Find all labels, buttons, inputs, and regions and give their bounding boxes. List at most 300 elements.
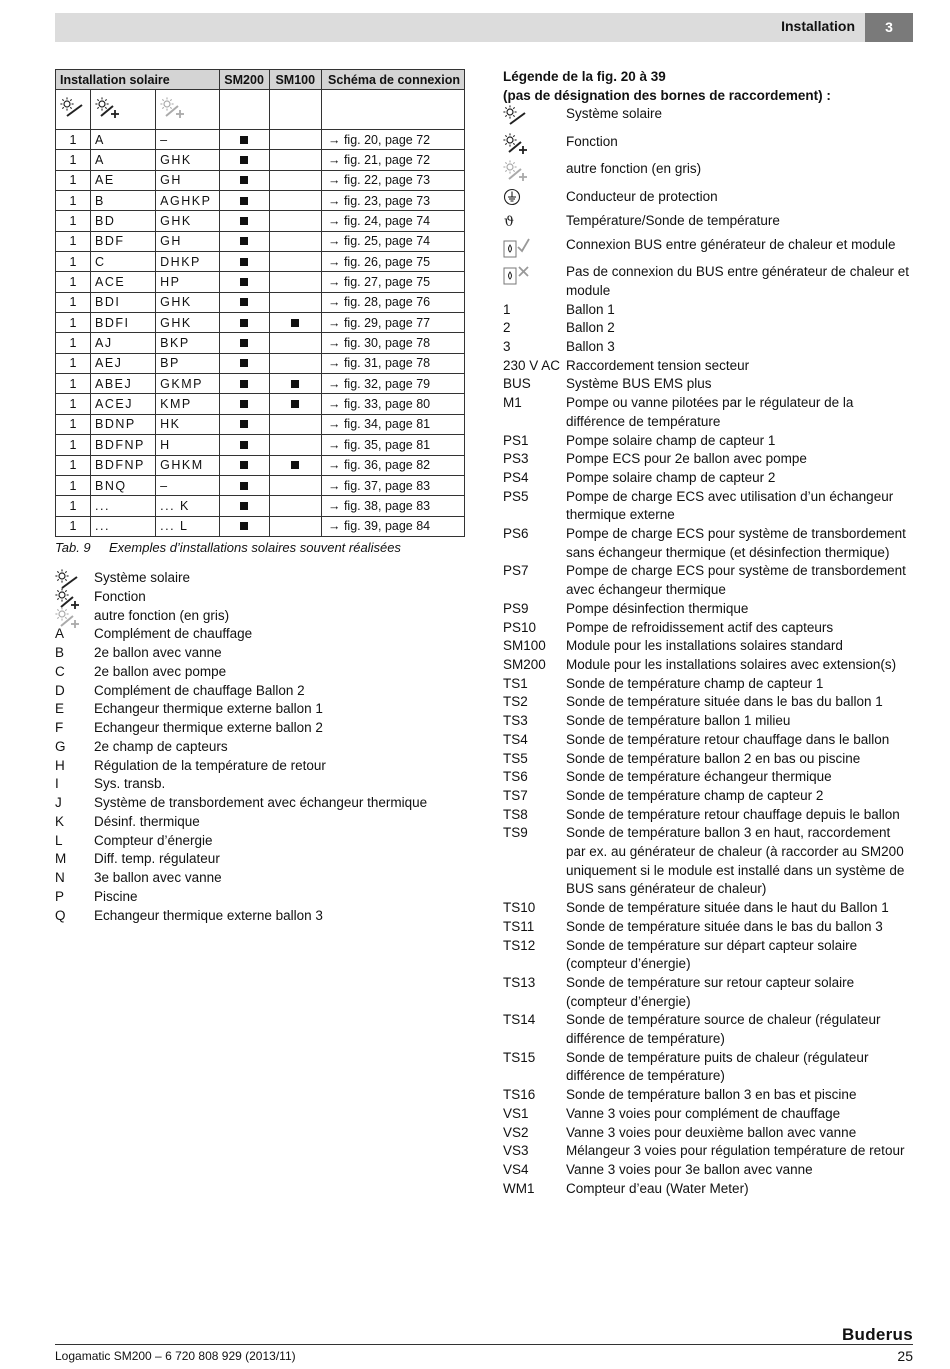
cell-solar-count: 1	[56, 455, 91, 475]
legend-key: M1	[503, 395, 522, 411]
legend-description: Sys. transb.	[94, 776, 166, 792]
figure-legend	[503, 68, 913, 1198]
table-row	[56, 435, 465, 455]
legend-description: Sonde de température située dans le haut du Ballon 1	[566, 900, 889, 916]
legend-description: Complément de chauffage	[94, 626, 253, 642]
legend-description: Pas de connexion du BUS entre générateur de chaleur et module	[566, 264, 909, 298]
legend-item	[55, 663, 475, 682]
legend-key: TS13	[503, 974, 536, 990]
legend-key: J	[55, 795, 62, 810]
cell-sm100	[269, 292, 321, 312]
legend-item	[503, 562, 913, 599]
cell-figure-ref: → fig. 39, page 84	[321, 516, 464, 536]
legend-key: TS7	[503, 787, 528, 803]
legend-description: Module pour les installations solaires standard	[566, 638, 843, 654]
cell-figure-ref: → fig. 20, page 72	[321, 130, 464, 150]
header-sm100: SM100	[269, 70, 321, 90]
solar-system-icon	[503, 105, 566, 133]
legend-description: Pompe ECS pour 2e ballon avec pompe	[566, 451, 807, 467]
legend-item	[55, 757, 475, 776]
filled-square-icon	[240, 176, 248, 184]
cell-sm200	[219, 191, 269, 211]
figure-legend-title: Légende de la fig. 20 à 39	[503, 69, 666, 84]
legend-key: VS2	[503, 1124, 529, 1140]
col-icon-function-grey	[156, 90, 220, 130]
filled-square-icon	[240, 258, 248, 266]
legend-description: Température/Sonde de température	[566, 212, 780, 228]
legend-item	[503, 1142, 913, 1161]
legend-description: Fonction	[94, 588, 146, 604]
cell-sm100	[269, 313, 321, 333]
table-row	[56, 150, 465, 170]
legend-description: Fonction	[566, 133, 618, 149]
legend-item	[55, 682, 475, 701]
legend-item	[55, 869, 475, 888]
cell-other-functions: –	[156, 475, 220, 495]
cell-other-functions: HP	[156, 272, 220, 292]
legend-description: Désinf. thermique	[94, 813, 200, 829]
filled-square-icon	[240, 380, 248, 388]
legend-item	[503, 301, 913, 320]
cell-sm200	[219, 394, 269, 414]
cell-figure-ref: → fig. 36, page 82	[321, 455, 464, 475]
cell-other-functions: H	[156, 435, 220, 455]
legend-item	[503, 750, 913, 769]
cell-sm200	[219, 496, 269, 516]
cell-solar-count: 1	[56, 333, 91, 353]
legend-item	[503, 133, 913, 161]
table-row	[56, 496, 465, 516]
cell-other-functions: HK	[156, 414, 220, 434]
legend-item	[503, 1180, 913, 1199]
legend-description: Sonde de température source de chaleur (régulateur différence de température)	[566, 1012, 881, 1047]
figure-legend-list	[503, 105, 913, 1198]
cell-figure-ref: → fig. 34, page 81	[321, 414, 464, 434]
legend-key: F	[55, 720, 64, 735]
cell-other-functions: GHK	[156, 292, 220, 312]
table-row	[56, 191, 465, 211]
cell-sm200	[219, 435, 269, 455]
legend-item	[55, 738, 475, 757]
cell-functions: B	[91, 191, 156, 211]
table-row	[56, 231, 465, 251]
cell-sm200	[219, 414, 269, 434]
cell-other-functions: GH	[156, 170, 220, 190]
legend-description: 2e ballon avec vanne	[94, 645, 222, 660]
other-function-icon	[503, 160, 566, 188]
cell-solar-count: 1	[56, 475, 91, 495]
table-row	[56, 272, 465, 292]
table-row	[56, 516, 465, 536]
legend-key: VS4	[503, 1161, 529, 1177]
legend-key: PS1	[503, 432, 529, 448]
legend-item	[55, 700, 475, 719]
cell-functions: BDFI	[91, 313, 156, 333]
cell-other-functions: GHK	[156, 211, 220, 231]
legend-description: Sonde de température ballon 3 en bas et piscine	[566, 1087, 857, 1103]
legend-description: Régulation de la température de retour	[94, 757, 326, 773]
legend-item	[503, 787, 913, 806]
function-icon	[503, 133, 566, 161]
svg-text:ϑ: ϑ	[504, 213, 515, 230]
cell-functions: ACE	[91, 272, 156, 292]
legend-item	[55, 850, 475, 869]
filled-square-icon	[240, 197, 248, 205]
table-row	[56, 455, 465, 475]
cell-sm100	[269, 414, 321, 434]
cell-figure-ref: → fig. 37, page 83	[321, 475, 464, 495]
legend-description: Sonde de température champ de capteur 1	[566, 675, 824, 691]
table-row	[56, 313, 465, 333]
filled-square-icon	[291, 461, 299, 469]
header-installation: Installation solaire	[56, 70, 220, 90]
cell-solar-count: 1	[56, 150, 91, 170]
legend-description: Sonde de température sur retour capteur solaire (compteur d’énergie)	[566, 974, 855, 1009]
legend-description: Pompe solaire champ de capteur 1	[566, 432, 776, 448]
legend-key: M	[55, 851, 67, 867]
legend-key: I	[55, 776, 59, 792]
other-function-icon	[160, 97, 186, 122]
cell-sm100	[269, 475, 321, 495]
legend-description: Vanne 3 voies pour 3e ballon avec vanne	[566, 1161, 813, 1177]
legend-key: SM100	[503, 638, 546, 654]
page-number: 25	[897, 1348, 913, 1364]
table-icon-row	[56, 90, 465, 130]
filled-square-icon	[240, 420, 248, 428]
legend-key: P	[55, 888, 65, 904]
legend-item	[503, 488, 913, 525]
cell-other-functions: BKP	[156, 333, 220, 353]
cell-functions: BDNP	[91, 414, 156, 434]
legend-key: TS9	[503, 825, 528, 841]
legend-description: Module pour les installations solaires avec extension(s)	[566, 656, 897, 672]
cell-other-functions: ... K	[156, 496, 220, 516]
col-icon-function	[91, 90, 156, 130]
legend-description: Echangeur thermique externe ballon 2	[94, 720, 323, 735]
legend-key: BUS	[503, 376, 531, 392]
legend-item	[55, 588, 475, 607]
legend-description: autre fonction (en gris)	[566, 161, 702, 177]
legend-description: Sonde de température puits de chaleur (régulateur différence de température)	[566, 1049, 869, 1084]
legend-description: Vanne 3 voies pour deuxième ballon avec vanne	[566, 1124, 857, 1140]
footer-divider	[55, 1344, 913, 1345]
legend-description: Système solaire	[94, 570, 191, 585]
cell-functions: BD	[91, 211, 156, 231]
cell-sm100	[269, 496, 321, 516]
legend-description: Conducteur de protection	[566, 189, 718, 205]
legend-item	[503, 338, 913, 357]
legend-item	[503, 1049, 913, 1086]
cell-sm200	[219, 333, 269, 353]
filled-square-icon	[240, 400, 248, 408]
filled-square-icon	[240, 217, 248, 225]
temperature-sensor-icon	[503, 212, 566, 236]
legend-key: E	[55, 701, 65, 717]
legend-item	[503, 619, 913, 638]
legend-key: 3	[503, 339, 511, 355]
table-row	[56, 394, 465, 414]
legend-key: PS10	[503, 619, 537, 635]
legend-key: 230 V AC	[503, 357, 561, 373]
filled-square-icon	[240, 339, 248, 347]
cell-solar-count: 1	[56, 374, 91, 394]
cell-sm100	[269, 353, 321, 373]
legend-item	[503, 450, 913, 469]
cell-functions: ACEJ	[91, 394, 156, 414]
cell-sm200	[219, 170, 269, 190]
cell-figure-ref: → fig. 27, page 75	[321, 272, 464, 292]
cell-figure-ref: → fig. 35, page 81	[321, 435, 464, 455]
table-row	[56, 353, 465, 373]
cell-other-functions: AGHKP	[156, 191, 220, 211]
legend-description: Compteur d’énergie	[94, 832, 213, 848]
legend-description: Pompe de refroidissement actif des capteurs	[566, 619, 834, 635]
cell-functions: C	[91, 252, 156, 272]
cell-figure-ref: → fig. 23, page 73	[321, 191, 464, 211]
header-schema: Schéma de connexion	[321, 70, 464, 90]
table-row	[56, 374, 465, 394]
legend-key: G	[55, 738, 66, 754]
legend-key: TS15	[503, 1049, 536, 1065]
cell-solar-count: 1	[56, 353, 91, 373]
legend-key: TS10	[503, 900, 536, 916]
legend-description: Ballon 3	[566, 339, 615, 355]
cell-figure-ref: → fig. 31, page 78	[321, 353, 464, 373]
legend-key: VS1	[503, 1105, 529, 1121]
filled-square-icon	[240, 359, 248, 367]
cell-sm100	[269, 170, 321, 190]
filled-square-icon	[240, 298, 248, 306]
filled-square-icon	[240, 441, 248, 449]
legend-item	[55, 644, 475, 663]
table-caption-number: Tab. 9	[55, 540, 91, 555]
legend-item	[55, 569, 475, 588]
filled-square-icon	[240, 482, 248, 490]
legend-description: autre fonction (en gris)	[94, 607, 230, 623]
cell-sm200	[219, 374, 269, 394]
cell-figure-ref: → fig. 33, page 80	[321, 394, 464, 414]
cell-functions: BDI	[91, 292, 156, 312]
cell-functions: AE	[91, 170, 156, 190]
cell-other-functions: –	[156, 130, 220, 150]
cell-sm200	[219, 516, 269, 536]
legend-item	[503, 937, 913, 974]
legend-item	[503, 712, 913, 731]
legend-item	[503, 212, 913, 236]
legend-description: Sonde de température retour chauffage dans le ballon	[566, 731, 890, 747]
legend-item	[55, 625, 475, 644]
table-row	[56, 130, 465, 150]
cell-sm200	[219, 130, 269, 150]
figure-legend-subtitle: (pas de désignation des bornes de raccordement) :	[503, 87, 831, 103]
legend-key: TS8	[503, 806, 528, 822]
cell-figure-ref: → fig. 30, page 78	[321, 333, 464, 353]
legend-item	[503, 637, 913, 656]
legend-item	[503, 105, 913, 133]
cell-other-functions: DHKP	[156, 252, 220, 272]
bus-connection-icon	[503, 236, 566, 264]
filled-square-icon	[291, 400, 299, 408]
cell-sm200	[219, 313, 269, 333]
cell-functions: A	[91, 130, 156, 150]
cell-figure-ref: → fig. 24, page 74	[321, 211, 464, 231]
no-bus-connection-icon	[503, 263, 566, 300]
function-icon	[95, 97, 121, 122]
legend-item	[503, 918, 913, 937]
legend-item	[503, 1124, 913, 1143]
cell-solar-count: 1	[56, 252, 91, 272]
table-row	[56, 252, 465, 272]
cell-solar-count: 1	[56, 211, 91, 231]
cell-solar-count: 1	[56, 516, 91, 536]
legend-item	[503, 236, 913, 264]
legend-key: L	[55, 832, 63, 848]
cell-sm200	[219, 231, 269, 251]
filled-square-icon	[240, 522, 248, 530]
legend-item	[503, 263, 913, 300]
legend-item	[55, 832, 475, 851]
legend-item	[503, 394, 913, 431]
legend-key: C	[55, 663, 65, 679]
legend-item	[503, 824, 913, 899]
legend-description: Piscine	[94, 888, 138, 904]
cell-sm100	[269, 333, 321, 353]
header-sm200: SM200	[219, 70, 269, 90]
cell-other-functions: KMP	[156, 394, 220, 414]
legend-item	[503, 357, 913, 376]
legend-description: Echangeur thermique externe ballon 1	[94, 701, 323, 717]
cell-solar-count: 1	[56, 130, 91, 150]
legend-description: Ballon 1	[566, 301, 615, 317]
legend-item	[503, 188, 913, 212]
legend-key: PS9	[503, 600, 529, 616]
cell-figure-ref: → fig. 29, page 77	[321, 313, 464, 333]
filled-square-icon	[291, 319, 299, 327]
legend-item	[503, 319, 913, 338]
legend-key: A	[55, 626, 65, 642]
legend-item	[55, 607, 475, 626]
function-icon	[55, 588, 94, 607]
legend-key: TS5	[503, 750, 528, 766]
chapter-number: 3	[865, 13, 913, 42]
footer-document-ref: Logamatic SM200 – 6 720 808 929 (2013/11)	[55, 1349, 296, 1363]
table-caption-text: Exemples d’installations solaires souvent réalisées	[109, 540, 401, 555]
cell-functions: BDF	[91, 231, 156, 251]
protective-earth-icon	[503, 188, 566, 212]
legend-description: Mélangeur 3 voies pour régulation température de retour	[566, 1143, 905, 1159]
legend-description: Compteur d’eau (Water Meter)	[566, 1180, 749, 1196]
cell-sm200	[219, 272, 269, 292]
cell-sm100	[269, 394, 321, 414]
legend-item	[503, 160, 913, 188]
cell-other-functions: GHK	[156, 313, 220, 333]
legend-key: 1	[503, 301, 511, 317]
cell-solar-count: 1	[56, 435, 91, 455]
cell-solar-count: 1	[56, 496, 91, 516]
legend-item	[503, 525, 913, 562]
legend-description: Pompe de charge ECS pour système de transbordement avec échangeur thermique	[566, 563, 906, 598]
cell-solar-count: 1	[56, 292, 91, 312]
legend-item	[503, 656, 913, 675]
legend-description: Sonde de température retour chauffage depuis le ballon	[566, 806, 900, 822]
cell-functions: ...	[91, 516, 156, 536]
brand-logo: Buderus	[841, 1325, 913, 1344]
cell-sm100	[269, 435, 321, 455]
table-row	[56, 170, 465, 190]
legend-item	[55, 775, 475, 794]
legend-description: Sonde de température ballon 2 en bas ou piscine	[566, 750, 861, 766]
cell-solar-count: 1	[56, 272, 91, 292]
cell-sm100	[269, 374, 321, 394]
legend-item	[503, 731, 913, 750]
cell-sm100	[269, 516, 321, 536]
legend-key: TS16	[503, 1087, 536, 1103]
cell-figure-ref: → fig. 28, page 76	[321, 292, 464, 312]
table-row	[56, 333, 465, 353]
cell-functions: ...	[91, 496, 156, 516]
legend-description: Système de transbordement avec échangeur thermique	[94, 795, 428, 810]
legend-key: PS4	[503, 469, 529, 485]
filled-square-icon	[240, 136, 248, 144]
cell-sm200	[219, 475, 269, 495]
cell-sm100	[269, 252, 321, 272]
table-row	[56, 211, 465, 231]
section-title: Installation	[781, 18, 855, 34]
solar-system-icon	[55, 569, 94, 588]
col-icon-solar	[56, 90, 91, 130]
legend-key: TS12	[503, 937, 536, 953]
cell-solar-count: 1	[56, 231, 91, 251]
legend-description: Système solaire	[566, 106, 663, 121]
cell-functions: A	[91, 150, 156, 170]
cell-sm100	[269, 150, 321, 170]
legend-description: 3e ballon avec vanne	[94, 870, 222, 885]
table-row	[56, 292, 465, 312]
legend-item	[55, 719, 475, 738]
table-legend	[55, 569, 475, 925]
legend-key: TS11	[503, 918, 535, 934]
cell-sm200	[219, 292, 269, 312]
legend-description: Raccordement tension secteur	[566, 357, 750, 373]
legend-key: H	[55, 757, 65, 773]
legend-key: VS3	[503, 1143, 529, 1159]
cell-solar-count: 1	[56, 313, 91, 333]
cell-sm100	[269, 211, 321, 231]
legend-description: Sonde de température ballon 3 en haut, raccordement par ex. au générateur de chaleur (à raccorder au SM200 uniquement si le module est installé dans un système de BUS sans générateur de chaleur)	[566, 825, 905, 897]
cell-sm200	[219, 455, 269, 475]
cell-functions: ABEJ	[91, 374, 156, 394]
legend-description: Diff. temp. régulateur	[94, 851, 220, 867]
cell-functions: AEJ	[91, 353, 156, 373]
table-caption	[55, 540, 401, 555]
legend-key: Q	[55, 907, 66, 923]
legend-description: Pompe de charge ECS avec utilisation d’un échangeur thermique externe	[566, 488, 894, 523]
cell-solar-count: 1	[56, 170, 91, 190]
cell-figure-ref: → fig. 21, page 72	[321, 150, 464, 170]
legend-key: TS2	[503, 694, 528, 710]
legend-item	[503, 1161, 913, 1180]
legend-description: Système BUS EMS plus	[566, 376, 712, 392]
legend-description: Sonde de température sur départ capteur solaire (compteur d’énergie)	[566, 937, 858, 972]
legend-item	[503, 1011, 913, 1048]
legend-description: Sonde de température champ de capteur 2	[566, 787, 824, 803]
legend-description: 2e ballon avec pompe	[94, 663, 227, 679]
legend-description: Ballon 2	[566, 320, 615, 336]
legend-item	[503, 806, 913, 825]
filled-square-icon	[240, 461, 248, 469]
cell-figure-ref: → fig. 32, page 79	[321, 374, 464, 394]
cell-other-functions: GHK	[156, 150, 220, 170]
